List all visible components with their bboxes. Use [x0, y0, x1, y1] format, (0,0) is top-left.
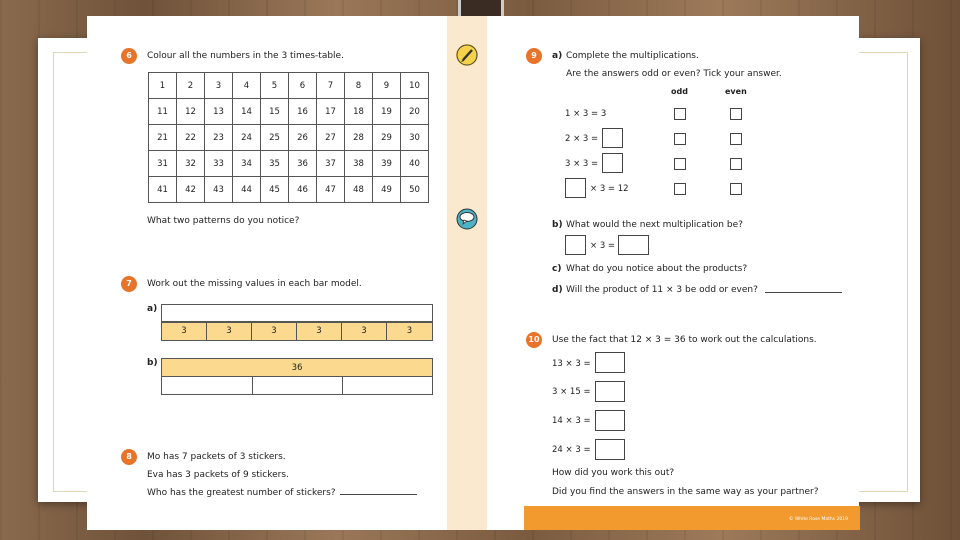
bar-a-segment: 3 [342, 323, 387, 340]
grid-cell[interactable]: 19 [373, 99, 401, 125]
q10-answer-box-2[interactable] [595, 381, 625, 402]
grid-cell[interactable]: 43 [205, 177, 233, 203]
grid-row [149, 73, 429, 99]
bar-b-part[interactable] [162, 377, 253, 394]
question-8-badge: 8 [121, 449, 137, 465]
q6-instruction: Colour all the numbers in the 3 times-table. [147, 51, 344, 61]
grid-cell[interactable]: 21 [149, 125, 177, 151]
grid-cell[interactable]: 34 [233, 151, 261, 177]
q7-part-a-label: a) [147, 304, 158, 314]
q10-calc3: 14 × 3 = [552, 416, 591, 426]
grid-cell[interactable]: 37 [317, 151, 345, 177]
grid-cell[interactable]: 49 [373, 177, 401, 203]
grid-cell[interactable]: 11 [149, 99, 177, 125]
grid-cell[interactable]: 3 [205, 73, 233, 99]
grid-cell[interactable]: 10 [401, 73, 429, 99]
grid-cell[interactable]: 41 [149, 177, 177, 203]
bar-a-total[interactable] [161, 304, 433, 322]
q9b-text: What would the next multiplication be? [566, 220, 743, 230]
grid-cell[interactable]: 4 [233, 73, 261, 99]
grid-cell[interactable]: 44 [233, 177, 261, 203]
q9a-line1: Complete the multiplications. [566, 51, 699, 61]
grid-cell[interactable]: 29 [373, 125, 401, 151]
grid-cell[interactable]: 20 [401, 99, 429, 125]
grid-cell[interactable]: 8 [345, 73, 373, 99]
bar-b-parts [161, 376, 433, 395]
q10-answer-box-4[interactable] [595, 439, 625, 460]
question-9-badge: 9 [526, 48, 542, 64]
page-footer [524, 506, 860, 530]
grid-cell[interactable]: 33 [205, 151, 233, 177]
grid-cell[interactable]: 50 [401, 177, 429, 203]
q9-row1: 1 × 3 = 3 [565, 109, 607, 119]
odd-checkbox-2[interactable] [674, 133, 686, 145]
grid-cell[interactable]: 30 [401, 125, 429, 151]
grid-cell[interactable]: 47 [317, 177, 345, 203]
q9d-answer-line[interactable] [765, 292, 842, 293]
grid-cell[interactable]: 1 [149, 73, 177, 99]
bar-b-part[interactable] [252, 377, 343, 394]
q7-part-b-label: b) [147, 358, 158, 368]
grid-cell[interactable]: 18 [345, 99, 373, 125]
grid-cell[interactable]: 38 [345, 151, 373, 177]
grid-cell[interactable]: 35 [261, 151, 289, 177]
bar-a-segments [161, 322, 433, 341]
q10-answer-box-3[interactable] [595, 410, 625, 431]
grid-cell[interactable]: 24 [233, 125, 261, 151]
q9c-label: c) [552, 264, 562, 274]
grid-cell[interactable]: 17 [317, 99, 345, 125]
hundred-square-grid [148, 72, 429, 203]
q10-question2: Did you find the answers in the same way as your partner? [552, 487, 819, 497]
col-even-header: even [725, 87, 747, 96]
q9b-equation: × 3 = [590, 241, 616, 251]
answer-box-row3[interactable] [602, 153, 623, 173]
grid-row [149, 151, 429, 177]
q9b-label: b) [552, 220, 563, 230]
even-checkbox-4[interactable] [730, 183, 742, 195]
even-checkbox-2[interactable] [730, 133, 742, 145]
q9-row4: × 3 = 12 [590, 184, 629, 194]
grid-cell[interactable]: 27 [317, 125, 345, 151]
q8-line1: Mo has 7 packets of 3 stickers. [147, 452, 286, 462]
grid-cell[interactable]: 25 [261, 125, 289, 151]
grid-cell[interactable]: 12 [177, 99, 205, 125]
grid-cell[interactable]: 48 [345, 177, 373, 203]
odd-checkbox-1[interactable] [674, 108, 686, 120]
q7-instruction: Work out the missing values in each bar model. [147, 279, 362, 289]
bar-a-segment: 3 [162, 323, 207, 340]
grid-cell[interactable]: 45 [261, 177, 289, 203]
odd-checkbox-3[interactable] [674, 158, 686, 170]
q6-question: What two patterns do you notice? [147, 216, 300, 226]
answer-box-row4[interactable] [565, 178, 586, 198]
even-checkbox-3[interactable] [730, 158, 742, 170]
q10-answer-box-1[interactable] [595, 352, 625, 373]
grid-cell[interactable]: 40 [401, 151, 429, 177]
grid-row [149, 177, 429, 203]
grid-cell[interactable]: 16 [289, 99, 317, 125]
q10-calc2: 3 × 15 = [552, 387, 591, 397]
q9a-line2: Are the answers odd or even? Tick your answer. [566, 69, 782, 79]
question-7-badge: 7 [121, 276, 137, 292]
q8-line2: Eva has 3 packets of 9 stickers. [147, 470, 289, 480]
grid-cell[interactable]: 15 [261, 99, 289, 125]
grid-cell[interactable]: 5 [261, 73, 289, 99]
q9b-answer-box-2[interactable] [618, 235, 649, 255]
grid-cell[interactable]: 32 [177, 151, 205, 177]
q9a-label: a) [552, 51, 563, 61]
bar-a-segment: 3 [406, 326, 413, 336]
question-10-badge: 10 [526, 332, 542, 348]
q9c-text: What do you notice about the products? [566, 264, 748, 274]
pencil-icon [456, 44, 478, 66]
q8-answer-line[interactable] [340, 494, 417, 495]
grid-cell[interactable]: 42 [177, 177, 205, 203]
q9d-label: d) [552, 285, 563, 295]
q10-calc4: 24 × 3 = [552, 445, 591, 455]
grid-cell[interactable]: 13 [205, 99, 233, 125]
grid-cell[interactable]: 31 [149, 151, 177, 177]
grid-row [149, 99, 429, 125]
grid-cell[interactable]: 6 [289, 73, 317, 99]
even-checkbox-1[interactable] [730, 108, 742, 120]
q9d-text: Will the product of 11 × 3 be odd or even? [566, 285, 758, 295]
bar-b-part[interactable] [342, 377, 432, 394]
grid-cell[interactable]: 46 [289, 177, 317, 203]
grid-cell[interactable]: 14 [233, 99, 261, 125]
grid-row [149, 125, 429, 151]
bar-a-segment: 3 [252, 323, 297, 340]
grid-cell[interactable]: 23 [205, 125, 233, 151]
page-gutter [447, 16, 487, 530]
q9-row3: 3 × 3 = [565, 159, 599, 169]
q9-row2: 2 × 3 = [565, 134, 599, 144]
q10-calc1: 13 × 3 = [552, 359, 591, 369]
grid-cell[interactable]: 2 [177, 73, 205, 99]
bar-a-segment: 3 [297, 323, 342, 340]
grid-cell[interactable]: 36 [289, 151, 317, 177]
grid-cell[interactable]: 39 [373, 151, 401, 177]
grid-cell[interactable]: 28 [345, 125, 373, 151]
copyright-text: © White Rose Maths 2019 [788, 517, 848, 522]
grid-cell[interactable]: 26 [289, 125, 317, 151]
grid-cell[interactable]: 9 [373, 73, 401, 99]
q9b-answer-box-1[interactable] [565, 235, 586, 255]
grid-cell[interactable]: 22 [177, 125, 205, 151]
col-odd-header: odd [671, 87, 688, 96]
q10-question1: How did you work this out? [552, 468, 675, 478]
q8-line3: Who has the greatest number of stickers? [147, 488, 336, 498]
speech-bubble-icon [456, 208, 478, 230]
answer-box-row2[interactable] [602, 128, 623, 148]
odd-checkbox-4[interactable] [674, 183, 686, 195]
bar-b-total: 36 [161, 358, 433, 377]
bar-a-segment: 3 [207, 323, 252, 340]
question-6-badge: 6 [121, 48, 137, 64]
grid-cell[interactable]: 7 [317, 73, 345, 99]
q10-instruction: Use the fact that 12 × 3 = 36 to work out the calculations. [552, 335, 817, 345]
